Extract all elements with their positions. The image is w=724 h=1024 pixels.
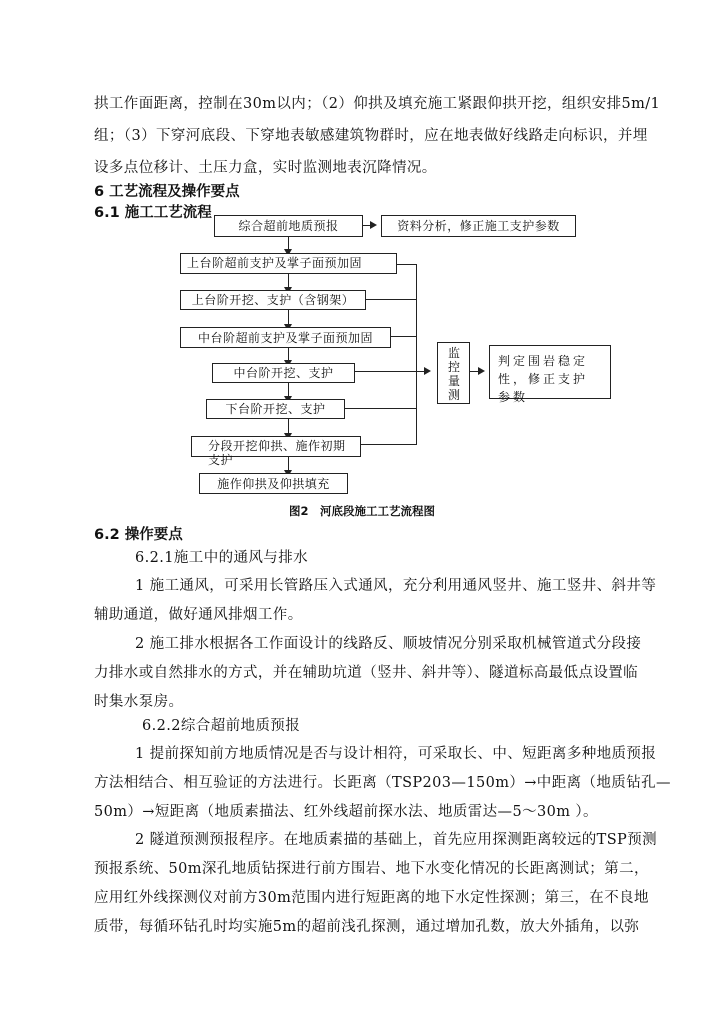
flow-step-data-analysis: 资料分析，修正施工支护参数 — [381, 215, 576, 237]
paragraph-line: 方法相结合、相互验证的方法进行。长距离（TSP203—150m）→中距离（地质钻孔— — [94, 775, 671, 791]
paragraph-line: 设多点位移计、土压力盒，实时监测地表沉降情况。 — [94, 160, 437, 176]
paragraph-line: 时集水泵房。 — [94, 694, 184, 710]
paragraph-line: 质带，每循环钻孔时均实施5m的超前浅孔探测，通过增加孔数，放大外插角，以弥 — [94, 919, 640, 935]
section-heading-6-1: 6.1 施工工艺流程 — [94, 205, 212, 221]
paragraph-line: 50m）→短距离（地质素描法、红外线超前探水法、地质雷达—5～30m ）。 — [94, 804, 598, 820]
flow-step-middle-excavation: 中台阶开挖、支护 — [212, 363, 355, 383]
paragraph-line: 1 施工通风，可采用长管路压入式通风，充分利用通风竖井、施工竖井、斜井等 — [135, 578, 657, 594]
flow-step-upper-pre-support: 上台阶超前支护及掌子面预加固 — [180, 253, 397, 274]
flow-step-stability-judgement: 判定围岩稳定性，修正支护参数 — [489, 345, 611, 399]
flow-step-invert-filling: 施作仰拱及仰拱填充 — [199, 473, 348, 494]
flow-step-invert-excavation: 分段开挖仰拱、施作初期支护 — [191, 436, 361, 457]
flow-step-lower-excavation: 下台阶开挖、支护 — [206, 399, 345, 419]
paragraph-line: 辅助通道，做好通风排烟工作。 — [94, 607, 303, 623]
figure-caption: 图2 河底段施工工艺流程图 — [288, 504, 435, 518]
paragraph-line: 预报系统、50m深孔地质钻探进行前方围岩、地下水变化情况的长距离测试；第二， — [94, 861, 649, 877]
flow-step-upper-excavation: 上台阶开挖、支护（含钢架） — [180, 290, 366, 310]
section-heading-6: 6 工艺流程及操作要点 — [94, 184, 240, 200]
paragraph-line: 2 施工排水根据各工作面设计的线路反、顺坡情况分别采取机械管道式分段接 — [135, 636, 642, 652]
paragraph-line: 应用红外线探测仪对前方30m范围内进行短距离的地下水定性探测；第三，在不良地 — [94, 890, 649, 906]
paragraph-line: 1 提前探知前方地质情况是否与设计相符，可采取长、中、短距离多种地质预报 — [135, 746, 657, 762]
paragraph-line: 组；（3）下穿河底段、下穿地表敏感建筑物群时，应在地表做好线路走向标识，并埋 — [94, 128, 648, 144]
section-heading-6-2: 6.2 操作要点 — [94, 527, 183, 543]
subsection-title: 6.2.2综合超前地质预报 — [142, 718, 301, 734]
flow-step-middle-pre-support: 中台阶超前支护及掌子面预加固 — [180, 327, 391, 348]
paragraph-line: 2 隧道预测预报程序。在地质素描的基础上，首先应用探测距离较远的TSP预测 — [135, 832, 657, 848]
paragraph-line: 拱工作面距离，控制在30m以内；（2）仰拱及填充施工紧跟仰拱开挖，组织安排5m/1 — [94, 96, 661, 112]
flow-step-monitoring: 监控量测 — [437, 342, 470, 404]
flow-step-geological-forecast: 综合超前地质预报 — [214, 215, 363, 237]
paragraph-line: 力排水或自然排水的方式，并在辅助坑道（竖井、斜井等）、隧道标高最低点设置临 — [94, 665, 639, 681]
subsection-title: 6.2.1施工中的通风与排水 — [135, 550, 308, 566]
